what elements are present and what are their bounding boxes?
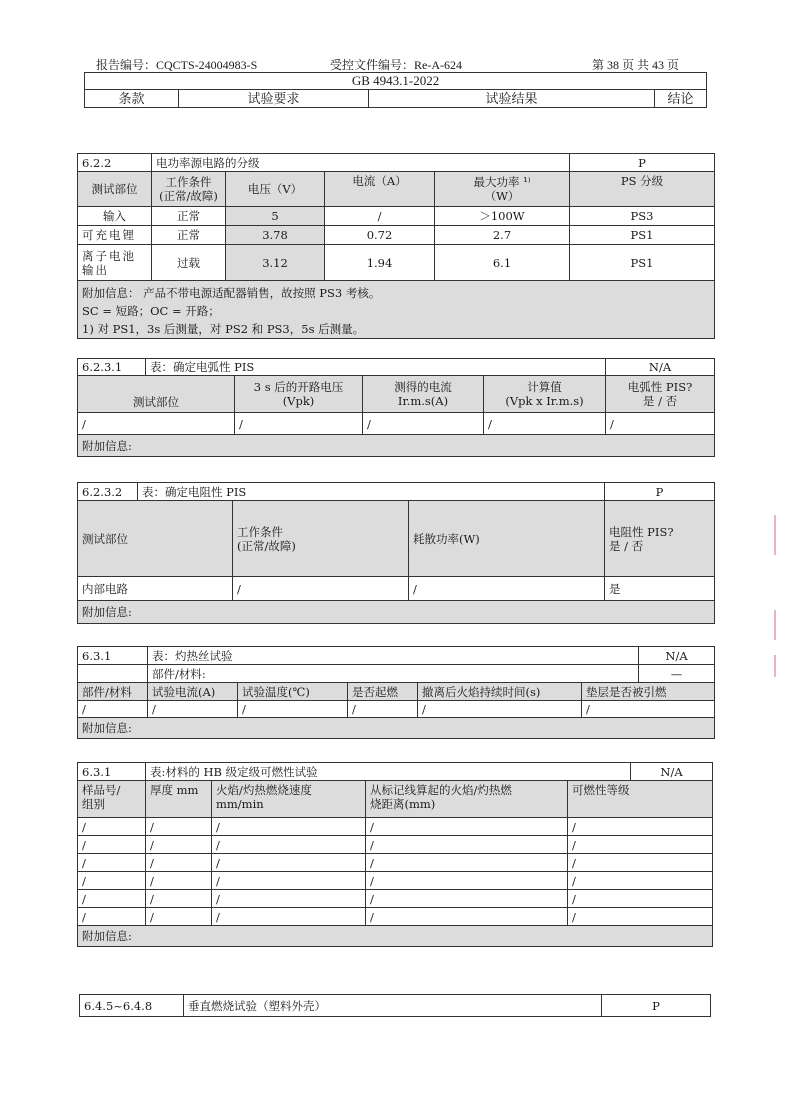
cell-current: 1.94 xyxy=(325,245,435,281)
table-title: 表：确定电阻性 PIS xyxy=(138,483,605,501)
cell: / xyxy=(78,890,146,908)
verdict: P xyxy=(602,995,711,1017)
table-row xyxy=(78,890,713,908)
report-number: 报告编号：CQCTS-24004983-S xyxy=(96,58,258,72)
header-arcing-pis: 电弧性 PIS? 是 / 否 xyxy=(606,376,715,413)
cell: / xyxy=(78,818,146,836)
cell: / xyxy=(484,413,606,435)
cell: / xyxy=(568,890,713,908)
cell-current: / xyxy=(325,207,435,226)
cell: / xyxy=(568,908,713,926)
cell: / xyxy=(363,413,484,435)
clause-number: 6.2.3.2 xyxy=(78,483,138,501)
cell: / xyxy=(78,836,146,854)
cell: / xyxy=(212,818,366,836)
cell: / xyxy=(146,872,212,890)
header-thickness: 厚度 mm xyxy=(146,781,212,818)
table-row xyxy=(78,818,713,836)
cell-part: 可充电锂 xyxy=(78,226,152,245)
note-line: SC = 短路；OC = 开路； xyxy=(82,304,220,318)
header-table xyxy=(84,72,707,108)
cell-current: 0.72 xyxy=(325,226,435,245)
table-row xyxy=(78,413,715,435)
table-row xyxy=(78,854,713,872)
clause-number: 6.3.1 xyxy=(78,763,146,781)
cell-ps: PS3 xyxy=(570,207,715,226)
table-row xyxy=(78,836,713,854)
cell: / xyxy=(606,413,715,435)
header-ignition: 是否起燃 xyxy=(348,683,418,701)
table-title: 电功率源电路的分级 xyxy=(152,154,570,172)
header-burning-rate: 火焰/灼热燃烧速度 mm/min xyxy=(212,781,366,818)
cell: / xyxy=(146,890,212,908)
page-number: 第 38 页 共 43 页 xyxy=(592,58,680,72)
additional-info: 附加信息: xyxy=(78,435,715,457)
clause-number: 6.4.5~6.4.8 xyxy=(80,995,184,1017)
table-title: 垂直燃烧试验（塑料外壳） xyxy=(184,995,602,1017)
standard-number: GB 4943.1-2022 xyxy=(85,73,707,90)
clause-number: 6.2.3.1 xyxy=(78,359,146,376)
seal-stamp-mark xyxy=(774,515,790,555)
header-measured-current: 测得的电流 Ir.m.s(A) xyxy=(363,376,484,413)
table-row xyxy=(78,207,715,226)
table-row xyxy=(78,908,713,926)
cell-part: 输入 xyxy=(78,207,152,226)
cell: / xyxy=(78,872,146,890)
part-material-label: 部件/材料: xyxy=(148,665,639,683)
col-verdict: 结论 xyxy=(655,90,707,108)
cell: / xyxy=(568,854,713,872)
cell: / xyxy=(146,818,212,836)
verdict: N/A xyxy=(639,647,715,665)
cell: / xyxy=(78,413,235,435)
cell-ps: PS1 xyxy=(570,245,715,281)
table-row xyxy=(78,226,715,245)
table-row xyxy=(78,872,713,890)
cell: / xyxy=(568,872,713,890)
header-layer-ignited: 垫层是否被引燃 xyxy=(582,683,715,701)
table-power-source-classification xyxy=(77,153,715,339)
cell: 内部电路 xyxy=(78,577,233,601)
cell: / xyxy=(78,854,146,872)
cell: / xyxy=(418,701,582,718)
cell: / xyxy=(238,701,348,718)
col-clause: 条款 xyxy=(85,90,179,108)
cell: / xyxy=(348,701,418,718)
table-row xyxy=(78,577,715,601)
cell-voltage: 3.12 xyxy=(226,245,325,281)
cell-part: 离子电池 输出 xyxy=(78,245,152,281)
cell-power: 6.1 xyxy=(435,245,570,281)
table-title: 表：确定电弧性 PIS xyxy=(146,359,606,376)
col-requirement: 试验要求 xyxy=(179,90,369,108)
cell: / xyxy=(146,908,212,926)
additional-info xyxy=(78,281,715,339)
cell: / xyxy=(366,908,568,926)
header-part: 部件/材料 xyxy=(78,683,148,701)
header-part: 测试部位 xyxy=(78,501,233,577)
cell: / xyxy=(212,836,366,854)
clause-number: 6.3.1 xyxy=(78,647,148,665)
cell: / xyxy=(568,818,713,836)
cell: / xyxy=(78,701,148,718)
header-part: 测试部位 xyxy=(78,376,235,413)
header-condition: 工作条件 (正常/故障) xyxy=(233,501,409,577)
verdict: N/A xyxy=(606,359,715,376)
cell: / xyxy=(409,577,605,601)
header-flammability-class: 可燃性等级 xyxy=(568,781,713,818)
cell: / xyxy=(148,701,238,718)
table-row xyxy=(78,245,715,281)
clause-number: 6.2.2 xyxy=(78,154,152,172)
seal-stamp-mark xyxy=(774,655,790,677)
cell-ps: PS1 xyxy=(570,226,715,245)
controlled-document-number: 受控文件编号：Re-A-624 xyxy=(330,58,462,72)
table-hb-flammability-test xyxy=(77,762,713,947)
cell: / xyxy=(235,413,363,435)
table-title: 表:材料的 HB 级定级可燃性试验 xyxy=(146,763,631,781)
table-row xyxy=(78,701,715,718)
header-voltage: 电压（V） xyxy=(226,172,325,207)
cell-voltage: 5 xyxy=(226,207,325,226)
cell-power: ＞100W xyxy=(435,207,570,226)
cell-condition: 正常 xyxy=(152,207,226,226)
header-dissipated-power: 耗散功率(W) xyxy=(409,501,605,577)
header-open-voltage: 3 s 后的开路电压 (Vpk) xyxy=(235,376,363,413)
cell: / xyxy=(568,836,713,854)
cell: / xyxy=(212,854,366,872)
header-current: 电流（A） xyxy=(325,172,435,207)
cell: / xyxy=(582,701,715,718)
header-test-temperature: 试验温度(℃) xyxy=(238,683,348,701)
cell-condition: 过载 xyxy=(152,245,226,281)
cell-voltage: 3.78 xyxy=(226,226,325,245)
header-resistive-pis: 电阻性 PIS? 是 / 否 xyxy=(605,501,715,577)
part-material-value: — xyxy=(639,665,715,683)
additional-info: 附加信息: xyxy=(78,601,715,624)
cell: / xyxy=(366,854,568,872)
table-glow-wire-test xyxy=(77,646,715,739)
header-test-current: 试验电流(A) xyxy=(148,683,238,701)
table-resistive-pis xyxy=(77,482,715,624)
cell: / xyxy=(366,818,568,836)
table-arcing-pis xyxy=(77,358,715,457)
header-flame-duration: 撤离后火焰持续时间(s) xyxy=(418,683,582,701)
cell: 是 xyxy=(605,577,715,601)
col-result: 试验结果 xyxy=(369,90,655,108)
header-calculated-value: 计算值 (Vpk x Ir.m.s) xyxy=(484,376,606,413)
header-sample-number: 样品号/ 组别 xyxy=(78,781,146,818)
table-title: 表：灼热丝试验 xyxy=(148,647,639,665)
cell: / xyxy=(366,872,568,890)
table-vertical-burning-test xyxy=(79,994,711,1017)
note-line: 1) 对 PS1，3s 后测量，对 PS2 和 PS3，5s 后测量。 xyxy=(82,322,365,336)
verdict: N/A xyxy=(631,763,713,781)
cell: / xyxy=(366,890,568,908)
header-max-power: 最大功率 ¹⁾ （W） xyxy=(435,172,570,207)
cell: / xyxy=(146,854,212,872)
cell: / xyxy=(78,908,146,926)
note-line: 附加信息： 产品不带电源适配器销售，故按照 PS3 考核。 xyxy=(82,286,381,300)
additional-info: 附加信息: xyxy=(78,718,715,739)
additional-info: 附加信息: xyxy=(78,926,713,947)
cell: / xyxy=(212,890,366,908)
cell: / xyxy=(212,908,366,926)
cell: / xyxy=(146,836,212,854)
cell: / xyxy=(212,872,366,890)
seal-stamp-mark xyxy=(774,610,790,640)
verdict: P xyxy=(605,483,715,501)
header-ps-class: PS 分级 xyxy=(570,172,715,207)
cell: / xyxy=(366,836,568,854)
header-condition: 工作条件 (正常/故障) xyxy=(152,172,226,207)
header-burning-distance: 从标记线算起的火焰/灼热燃 烧距离(mm) xyxy=(366,781,568,818)
cell: / xyxy=(233,577,409,601)
cell-condition: 正常 xyxy=(152,226,226,245)
verdict: P xyxy=(570,154,715,172)
cell-power: 2.7 xyxy=(435,226,570,245)
header-part: 测试部位 xyxy=(78,172,152,207)
